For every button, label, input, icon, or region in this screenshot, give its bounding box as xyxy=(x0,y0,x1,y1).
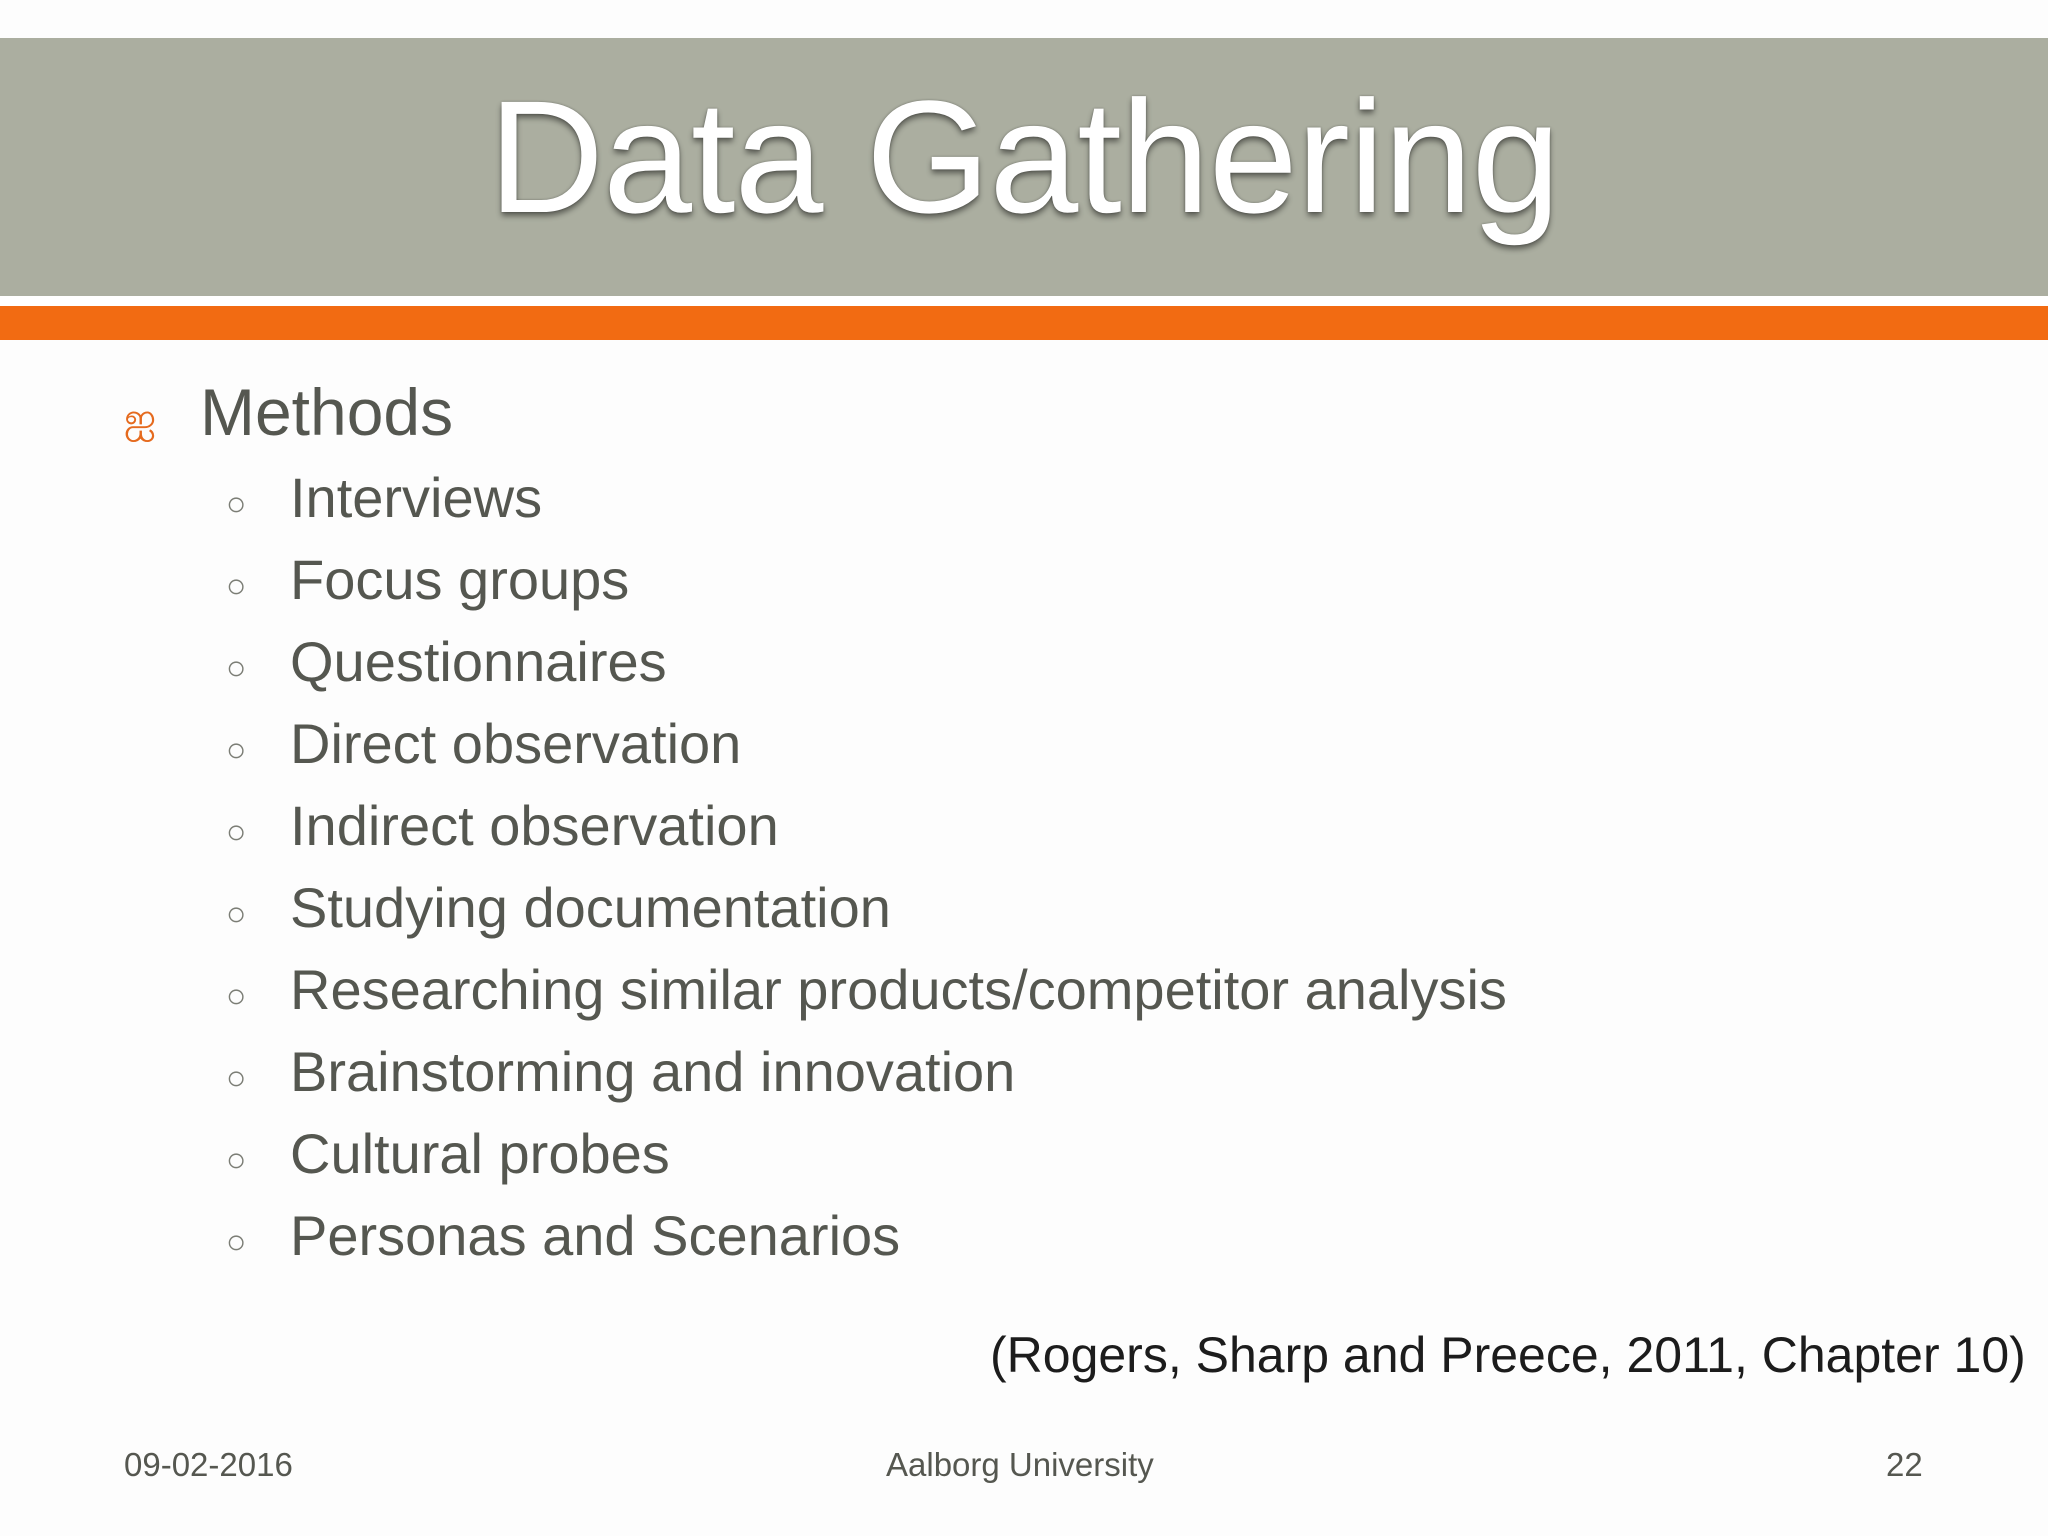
method-label: Cultural probes xyxy=(290,1121,670,1185)
list-item xyxy=(226,538,2004,620)
citation: (Rogers, Sharp and Preece, 2011, Chapter 10) xyxy=(990,1327,2026,1383)
ring-bullet-icon: ○ xyxy=(226,1222,247,1261)
swirl-bullet-icon: ஐ xyxy=(124,395,157,441)
list-item xyxy=(226,620,2004,702)
ring-bullet-icon: ○ xyxy=(226,484,247,523)
ring-bullet-icon: ○ xyxy=(226,894,247,933)
list-item xyxy=(226,866,2004,948)
ring-bullet-icon: ○ xyxy=(226,812,247,851)
ring-bullet-icon: ○ xyxy=(226,730,247,769)
title-divider xyxy=(0,296,2048,306)
method-label: Questionnaires xyxy=(290,629,667,693)
list-item xyxy=(226,784,2004,866)
slide-title: Data Gathering xyxy=(488,67,1560,246)
method-label: Interviews xyxy=(290,465,543,529)
ring-bullet-icon: ○ xyxy=(226,1140,247,1179)
main-bullet-label: Methods xyxy=(200,375,454,449)
ring-bullet-icon: ○ xyxy=(226,1058,247,1097)
method-label: Focus groups xyxy=(290,547,630,611)
accent-band xyxy=(0,306,2048,340)
main-bullet xyxy=(124,372,2004,452)
method-label: Researching similar products/competitor analysis xyxy=(290,957,1507,1021)
list-item xyxy=(226,702,2004,784)
ring-bullet-icon: ○ xyxy=(226,648,247,687)
ring-bullet-icon: ○ xyxy=(226,566,247,605)
method-label: Personas and Scenarios xyxy=(290,1203,901,1267)
ring-bullet-icon: ○ xyxy=(226,976,247,1015)
method-label: Direct observation xyxy=(290,711,742,775)
method-label: Brainstorming and innovation xyxy=(290,1039,1016,1103)
list-item xyxy=(226,456,2004,538)
list-item xyxy=(226,948,2004,1030)
method-label: Indirect observation xyxy=(290,793,779,857)
slide-content xyxy=(124,372,2004,1276)
footer-date: 09-02-2016 xyxy=(124,1446,293,1483)
list-item xyxy=(226,1030,2004,1112)
list-item xyxy=(226,1112,2004,1194)
methods-list xyxy=(124,456,2004,1276)
footer-page-number: 22 xyxy=(1886,1446,1923,1483)
footer-organization: Aalborg University xyxy=(886,1446,1154,1483)
list-item xyxy=(226,1194,2004,1276)
method-label: Studying documentation xyxy=(290,875,891,939)
